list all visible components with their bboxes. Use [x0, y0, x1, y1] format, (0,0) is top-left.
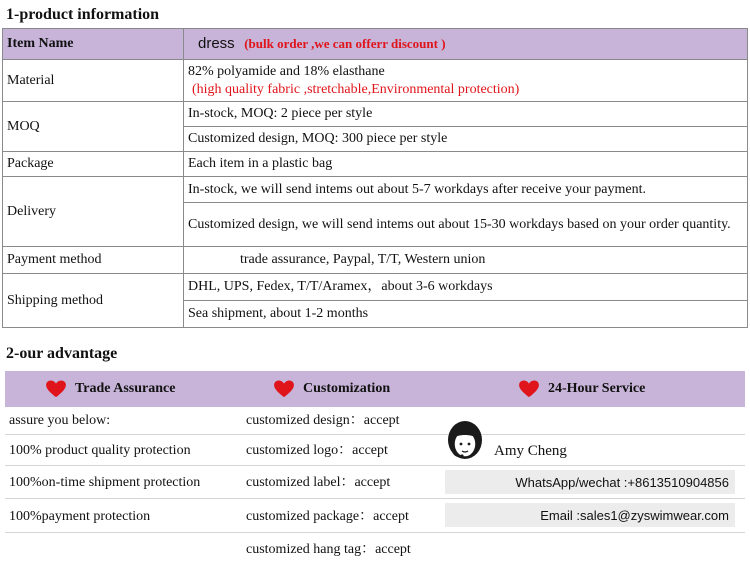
item-name-row	[3, 29, 748, 60]
advantage-header	[5, 371, 745, 407]
avatar	[446, 420, 484, 462]
trade-assurance-header	[45, 371, 175, 407]
item-name-value	[184, 29, 748, 60]
heart-icon	[518, 380, 540, 398]
trade-item: assure you below:	[9, 413, 111, 428]
material-value	[184, 60, 748, 102]
delivery-row-instock	[3, 177, 748, 203]
customization-title: Customization	[303, 381, 391, 396]
moq-instock: In-stock, MOQ: 2 piece per style	[184, 102, 748, 127]
heart-icon	[45, 380, 67, 398]
service-title: 24-Hour Service	[548, 381, 646, 396]
trade-item: 100%on-time shipment protection	[9, 475, 201, 490]
payment-label: Payment method	[3, 247, 184, 274]
heart-icon	[273, 380, 295, 398]
product-info-table	[2, 28, 748, 328]
service-header	[518, 371, 645, 407]
shipping-sea: Sea shipment, about 1-2 months	[184, 301, 748, 328]
whatsapp-contact[interactable]: WhatsApp/wechat :+8613510904856	[445, 470, 735, 494]
shipping-row-express	[3, 274, 748, 301]
email-contact[interactable]: Email :sales1@zyswimwear.com	[445, 503, 735, 527]
custom-item: customized logo：accept	[246, 443, 388, 458]
shipping-express: DHL, UPS, Fedex, T/T/Aramex，about 3-6 workdays	[184, 274, 748, 301]
custom-item: customized label：accept	[246, 475, 391, 490]
material-composition: 82% polyamide and 18% elasthane	[188, 63, 385, 79]
trade-assurance-title: Trade Assurance	[75, 381, 176, 396]
package-row	[3, 152, 748, 177]
section-title-product-info: 1-product information	[6, 6, 160, 23]
section-title-advantage: 2-our advantage	[6, 345, 118, 362]
package-value: Each item in a plastic bag	[184, 152, 748, 177]
trade-item: 100%payment protection	[9, 509, 151, 524]
bulk-order-note: (bulk order ,we can offerr discount )	[244, 35, 446, 51]
moq-custom: Customized design, MOQ: 300 piece per style	[184, 127, 748, 152]
moq-label: MOQ	[3, 102, 184, 152]
custom-item: customized package：accept	[246, 509, 409, 524]
contact-name: Amy Cheng	[494, 443, 567, 459]
custom-item: customized hang tag：accept	[246, 542, 411, 557]
material-note: (high quality fabric ,stretchable,Environmental protection)	[192, 81, 520, 97]
payment-value: trade assurance, Paypal, T/T, Western union	[184, 247, 748, 274]
material-row	[3, 60, 748, 102]
support-agent-icon	[446, 420, 484, 462]
trade-item: 100% product quality protection	[9, 443, 191, 458]
delivery-instock: In-stock, we will send intems out about 5-7 workdays after receive your payment.	[184, 177, 748, 203]
material-label: Material	[3, 60, 184, 102]
package-label: Package	[3, 152, 184, 177]
customization-header	[273, 371, 390, 407]
item-name-dress: dress	[198, 34, 235, 52]
moq-row-instock	[3, 102, 748, 127]
delivery-custom: Customized design, we will send intems out about 15-30 workdays based on your order quantity.	[184, 203, 748, 247]
delivery-label: Delivery	[3, 177, 184, 247]
custom-item: customized design：accept	[246, 413, 400, 428]
payment-row	[3, 247, 748, 274]
shipping-label: Shipping method	[3, 274, 184, 328]
item-name-label: Item Name	[3, 29, 184, 60]
